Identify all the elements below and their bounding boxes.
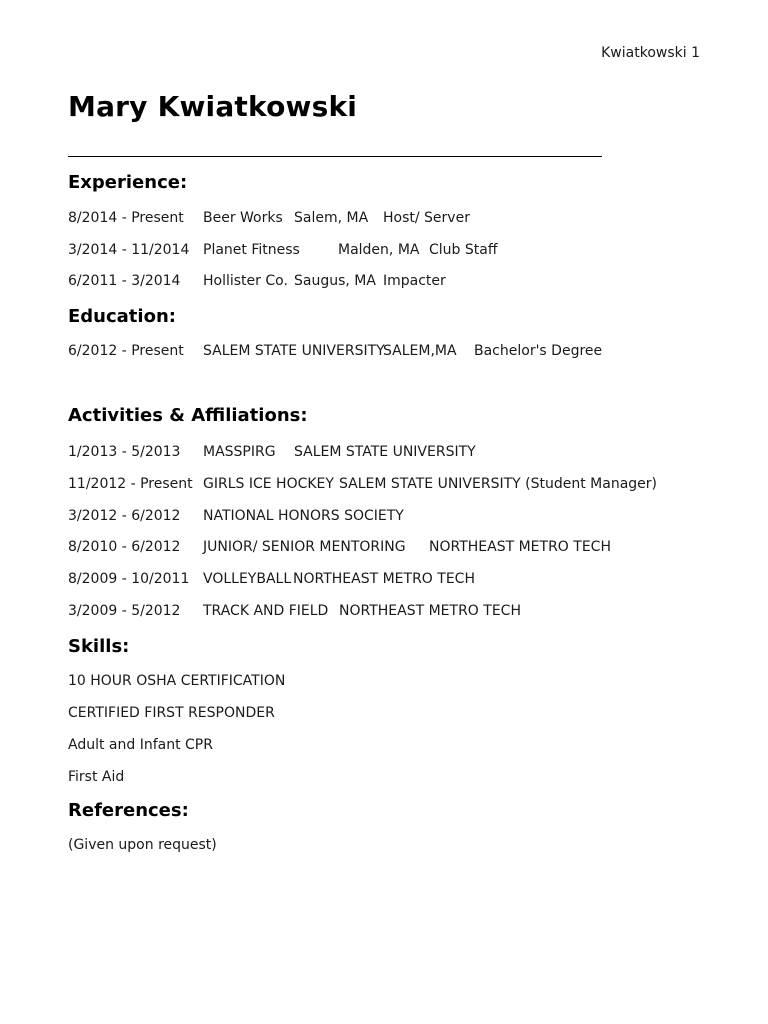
activity-date: 1/2013 - 5/2013 [68, 444, 181, 460]
page-header-label: Kwiatkowski 1 [601, 45, 700, 61]
activity-org: SALEM STATE UNIVERSITY [294, 444, 476, 460]
experience-date: 3/2014 - 11/2014 [68, 242, 190, 258]
activity-name: NATIONAL HONORS SOCIETY [203, 508, 404, 524]
activity-date: 8/2009 - 10/2011 [68, 571, 190, 587]
skill-item: 10 HOUR OSHA CERTIFICATION [68, 673, 286, 689]
activities-heading: Activities & Affiliations: [68, 405, 308, 426]
activity-date: 3/2012 - 6/2012 [68, 508, 181, 524]
activity-org: NORTHEAST METRO TECH [429, 539, 611, 555]
experience-place: Salem, MA [294, 210, 369, 226]
experience-role: Club Staff [429, 242, 498, 258]
references-heading: References: [68, 800, 189, 821]
experience-org: Hollister Co. [203, 273, 288, 289]
activity-name: JUNIOR/ SENIOR MENTORING [203, 539, 406, 555]
skill-item: CERTIFIED FIRST RESPONDER [68, 705, 275, 721]
activity-date: 3/2009 - 5/2012 [68, 603, 181, 619]
experience-role: Host/ Server [383, 210, 470, 226]
experience-org: Beer Works [203, 210, 283, 226]
activity-date: 8/2010 - 6/2012 [68, 539, 181, 555]
skill-item: Adult and Infant CPR [68, 737, 213, 753]
name-underline-divider [68, 156, 602, 157]
skill-item: First Aid [68, 769, 125, 785]
activity-org: NORTHEAST METRO TECH [293, 571, 475, 587]
references-text: (Given upon request) [68, 837, 217, 853]
experience-place: Saugus, MA [294, 273, 376, 289]
activity-name: MASSPIRG [203, 444, 276, 460]
activity-org: NORTHEAST METRO TECH [339, 603, 521, 619]
education-school: SALEM STATE UNIVERSITY [203, 343, 385, 359]
education-degree: Bachelor's Degree [474, 343, 603, 359]
activity-name: GIRLS ICE HOCKEY [203, 476, 334, 492]
experience-date: 8/2014 - Present [68, 210, 184, 226]
experience-heading: Experience: [68, 172, 188, 193]
resume-name: Mary Kwiatkowski [68, 90, 358, 123]
education-heading: Education: [68, 306, 176, 327]
activity-org: SALEM STATE UNIVERSITY (Student Manager) [339, 476, 658, 492]
experience-place: Malden, MA [338, 242, 420, 258]
activity-name: VOLLEYBALL [203, 571, 292, 587]
experience-date: 6/2011 - 3/2014 [68, 273, 181, 289]
experience-org: Planet Fitness [203, 242, 300, 258]
skills-heading: Skills: [68, 636, 130, 657]
education-place: SALEM,MA [383, 343, 457, 359]
activity-date: 11/2012 - Present [68, 476, 193, 492]
education-date: 6/2012 - Present [68, 343, 184, 359]
activity-name: TRACK AND FIELD [203, 603, 329, 619]
experience-role: Impacter [383, 273, 446, 289]
